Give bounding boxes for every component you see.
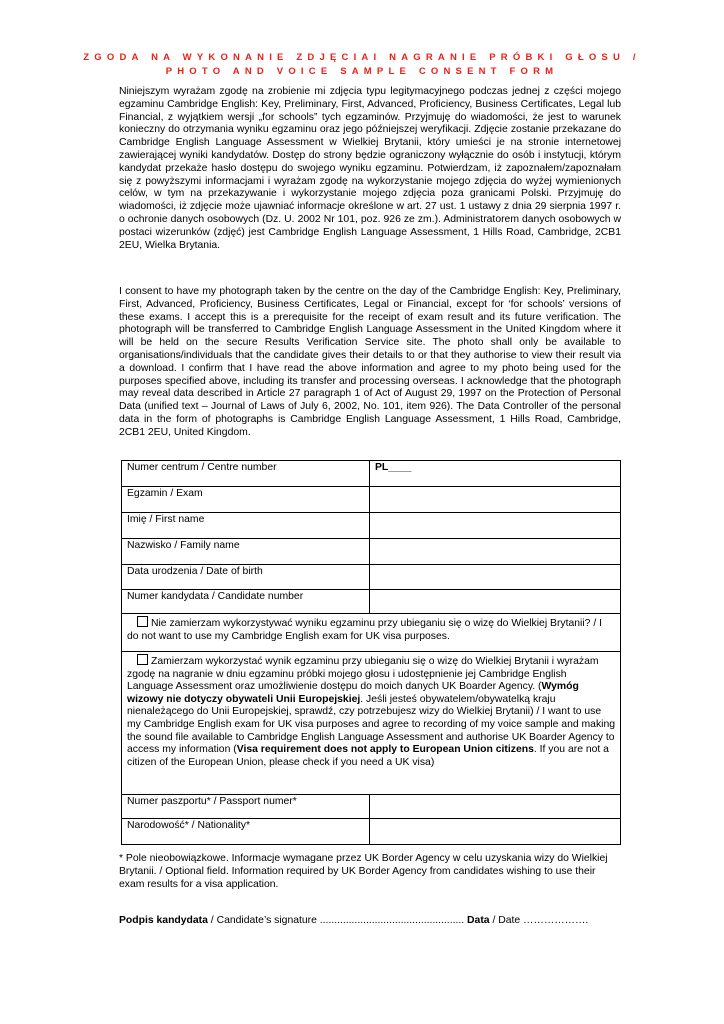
visa-yes-text-3: . If you are not a citizen of the European Union, please check if you need a UK visa) <box>127 744 609 768</box>
date-label-bold: Data <box>467 915 490 926</box>
form-title-english: PHOTO AND VOICE SAMPLE CONSENT FORM <box>165 66 559 77</box>
consent-text-polish: Niniejszym wyrażam zgodę na zrobienie mi zdjęcia typu legitymacyjnego podczas jednej z części mojego egzaminu Cambridge English: Key, Preliminary, First, Advanced, Proficiency, Business Certificates, Legal lub Financial, z wyjątkiem wersji „for schools” tych egzaminów. Przyjmuję do wiadomości, że jest to warunek konieczny do otrzymania wyniku egzaminu oraz jego późniejszej weryfikacji. Zdjęcie zostanie przekazane do Cambridge English Language Assessment w Wielkiej Brytanii, który umieści je na stronie internetowej zawierającej wyniki kandydatów. Dostęp do strony będzie ograniczony wyłącznie do osób i instytucji, którym kandydat przekaże hasło dostępu do swojego wyniku egzaminu. Potwierdzam, iż zapoznałem/zapoznałam się z powyższymi informacjami i wyrażam zgodę na wykorzystanie mojego zdjęcia do wyżej wymienionych celów, w tym na przekazywanie i wykorzystanie mojego zdjęcia poza granicami Polski. Przyjmuję do wiadomości, iż zdjęcie może ujawniać informacje określone w art. 27 ust. 1 ustawy z dnia 29 sierpnia 1997 r. o ochronie danych osobowych (Dz. U. 2002 Nr 101, poz. 926 ze zm.). Administratorem danych osobowych w postaci wizerunków (zdjęć) jest Cambridge English Language Assessment, 1 Hills Road, Cambridge, 2CB1 2EU, Wielka Brytania. <box>119 86 621 251</box>
form-title-polish: ZGODA NA WYKONANIE ZDJĘCIAI NAGRANIE PRÓBKI GŁOSU / <box>83 52 641 63</box>
nationality-field[interactable] <box>370 819 621 845</box>
table-row <box>122 565 621 590</box>
date-of-birth-field[interactable] <box>370 565 621 590</box>
visa-yes-option <box>122 652 621 795</box>
table-row <box>122 590 621 614</box>
passport-number-label: Numer paszportu* / Passport numer* <box>122 795 370 819</box>
centre-number-label: Numer centrum / Centre number <box>122 461 370 487</box>
table-row <box>122 795 621 819</box>
visa-no-checkbox[interactable] <box>137 616 148 627</box>
eu-exemption-note-english: Visa requirement does not apply to European Union citizens <box>236 744 534 756</box>
table-row <box>122 461 621 487</box>
table-row <box>122 614 621 652</box>
candidate-number-field[interactable] <box>370 590 621 614</box>
date-field[interactable]: / Date ………………. <box>489 915 589 926</box>
table-row <box>122 819 621 845</box>
signature-field[interactable]: / Candidate’s signature .................................................. <box>207 915 465 926</box>
optional-field-footnote: * Pole nieobowiązkowe. Informacje wymagane przez UK Border Agency w celu uzyskania wizy do Wielkiej Brytanii. / Optional field. Information required by UK Border Agency from candidates wishing to use their exam results for a visa application. <box>119 853 608 890</box>
exam-label: Egzamin / Exam <box>122 487 370 513</box>
table-row <box>122 487 621 513</box>
signature-line <box>119 915 629 926</box>
table-row <box>122 513 621 539</box>
candidate-number-label: Numer kandydata / Candidate number <box>122 590 370 614</box>
visa-yes-checkbox[interactable] <box>137 654 148 665</box>
date-of-birth-label: Data urodzenia / Date of birth <box>122 565 370 590</box>
visa-yes-text-2: . Jeśli jesteś obywatelem/obywatelką kraju nienależącego do Unii Europejskiej, sprawdź, czy potrzebujesz wizy do Wielkiej Brytanii) / I want to use my Cambridge English exam for UK visa purposes and agree to recording of my voice sample and making the sound file available to Cambridge English Language Assessment and authorise UK Boarder Agency to access my information ( <box>127 693 616 756</box>
exam-field[interactable] <box>370 487 621 513</box>
family-name-field[interactable] <box>370 539 621 565</box>
signature-label-bold: Podpis kandydata <box>119 915 208 926</box>
family-name-label: Nazwisko / Family name <box>122 539 370 565</box>
visa-no-text: Nie zamierzam wykorzystywać wyniku egzaminu przy ubieganiu się o wizę do Wielkiej Brytanii? / I do not want to use my Cambridge English exam for UK visa purposes. <box>127 618 603 642</box>
first-name-label: Imię / First name <box>122 513 370 539</box>
candidate-details-table <box>121 460 621 845</box>
first-name-field[interactable] <box>370 513 621 539</box>
centre-number-field[interactable]: PL____ <box>370 461 621 487</box>
passport-number-field[interactable] <box>370 795 621 819</box>
table-row <box>122 652 621 795</box>
eu-exemption-note-polish: Wymóg wizowy nie dotyczy obywateli Unii Europejskiej <box>127 681 579 705</box>
consent-text-english: I consent to have my photograph taken by the centre on the day of the Cambridge English: Key, Preliminary, First, Advanced, Proficiency, Business Certificates, Legal or Financial, except for ‘for schools’ versions of these exams. I accept this is a prerequisite for the receipt of exam result and its future verification. The photograph will be transferred to Cambridge English Language Assessment in the United Kingdom where it will be held on the secure Results Verification Service site. The photo shall only be available to organisations/individuals that the candidate gives their details to or that they authorise to view their result via a download. I confirm that I have read the above information and agree to my photo being used for the purposes specified above, including its transfer and processing overseas. I acknowledge that the photograph may reveal data described in Article 27 paragraph 1 of Act of August 29, 1997 on the Protection of Personal Data (unified text – Journal of Laws of July 6, 2002, No. 101, item 926). The Data Controller of the personal data in the form of photographs is Cambridge English Language Assessment, 1 Hills Road, Cambridge, 2CB1 2EU, United Kingdom. <box>119 286 621 438</box>
nationality-label: Narodowość* / Nationality* <box>122 819 370 845</box>
visa-yes-text-1: Zamierzam wykorzystać wynik egzaminu przy ubieganiu się o wizę do Wielkiej Brytanii i wyrażam zgodę na nagranie w dniu egzaminu próbki mojego głosu i udostępnienie jej Cambridge English Language Assessment oraz umożliwienie dostępu do moich danych UK Boarder Agency. ( <box>127 656 599 693</box>
table-row <box>122 539 621 565</box>
visa-no-option <box>122 614 621 652</box>
